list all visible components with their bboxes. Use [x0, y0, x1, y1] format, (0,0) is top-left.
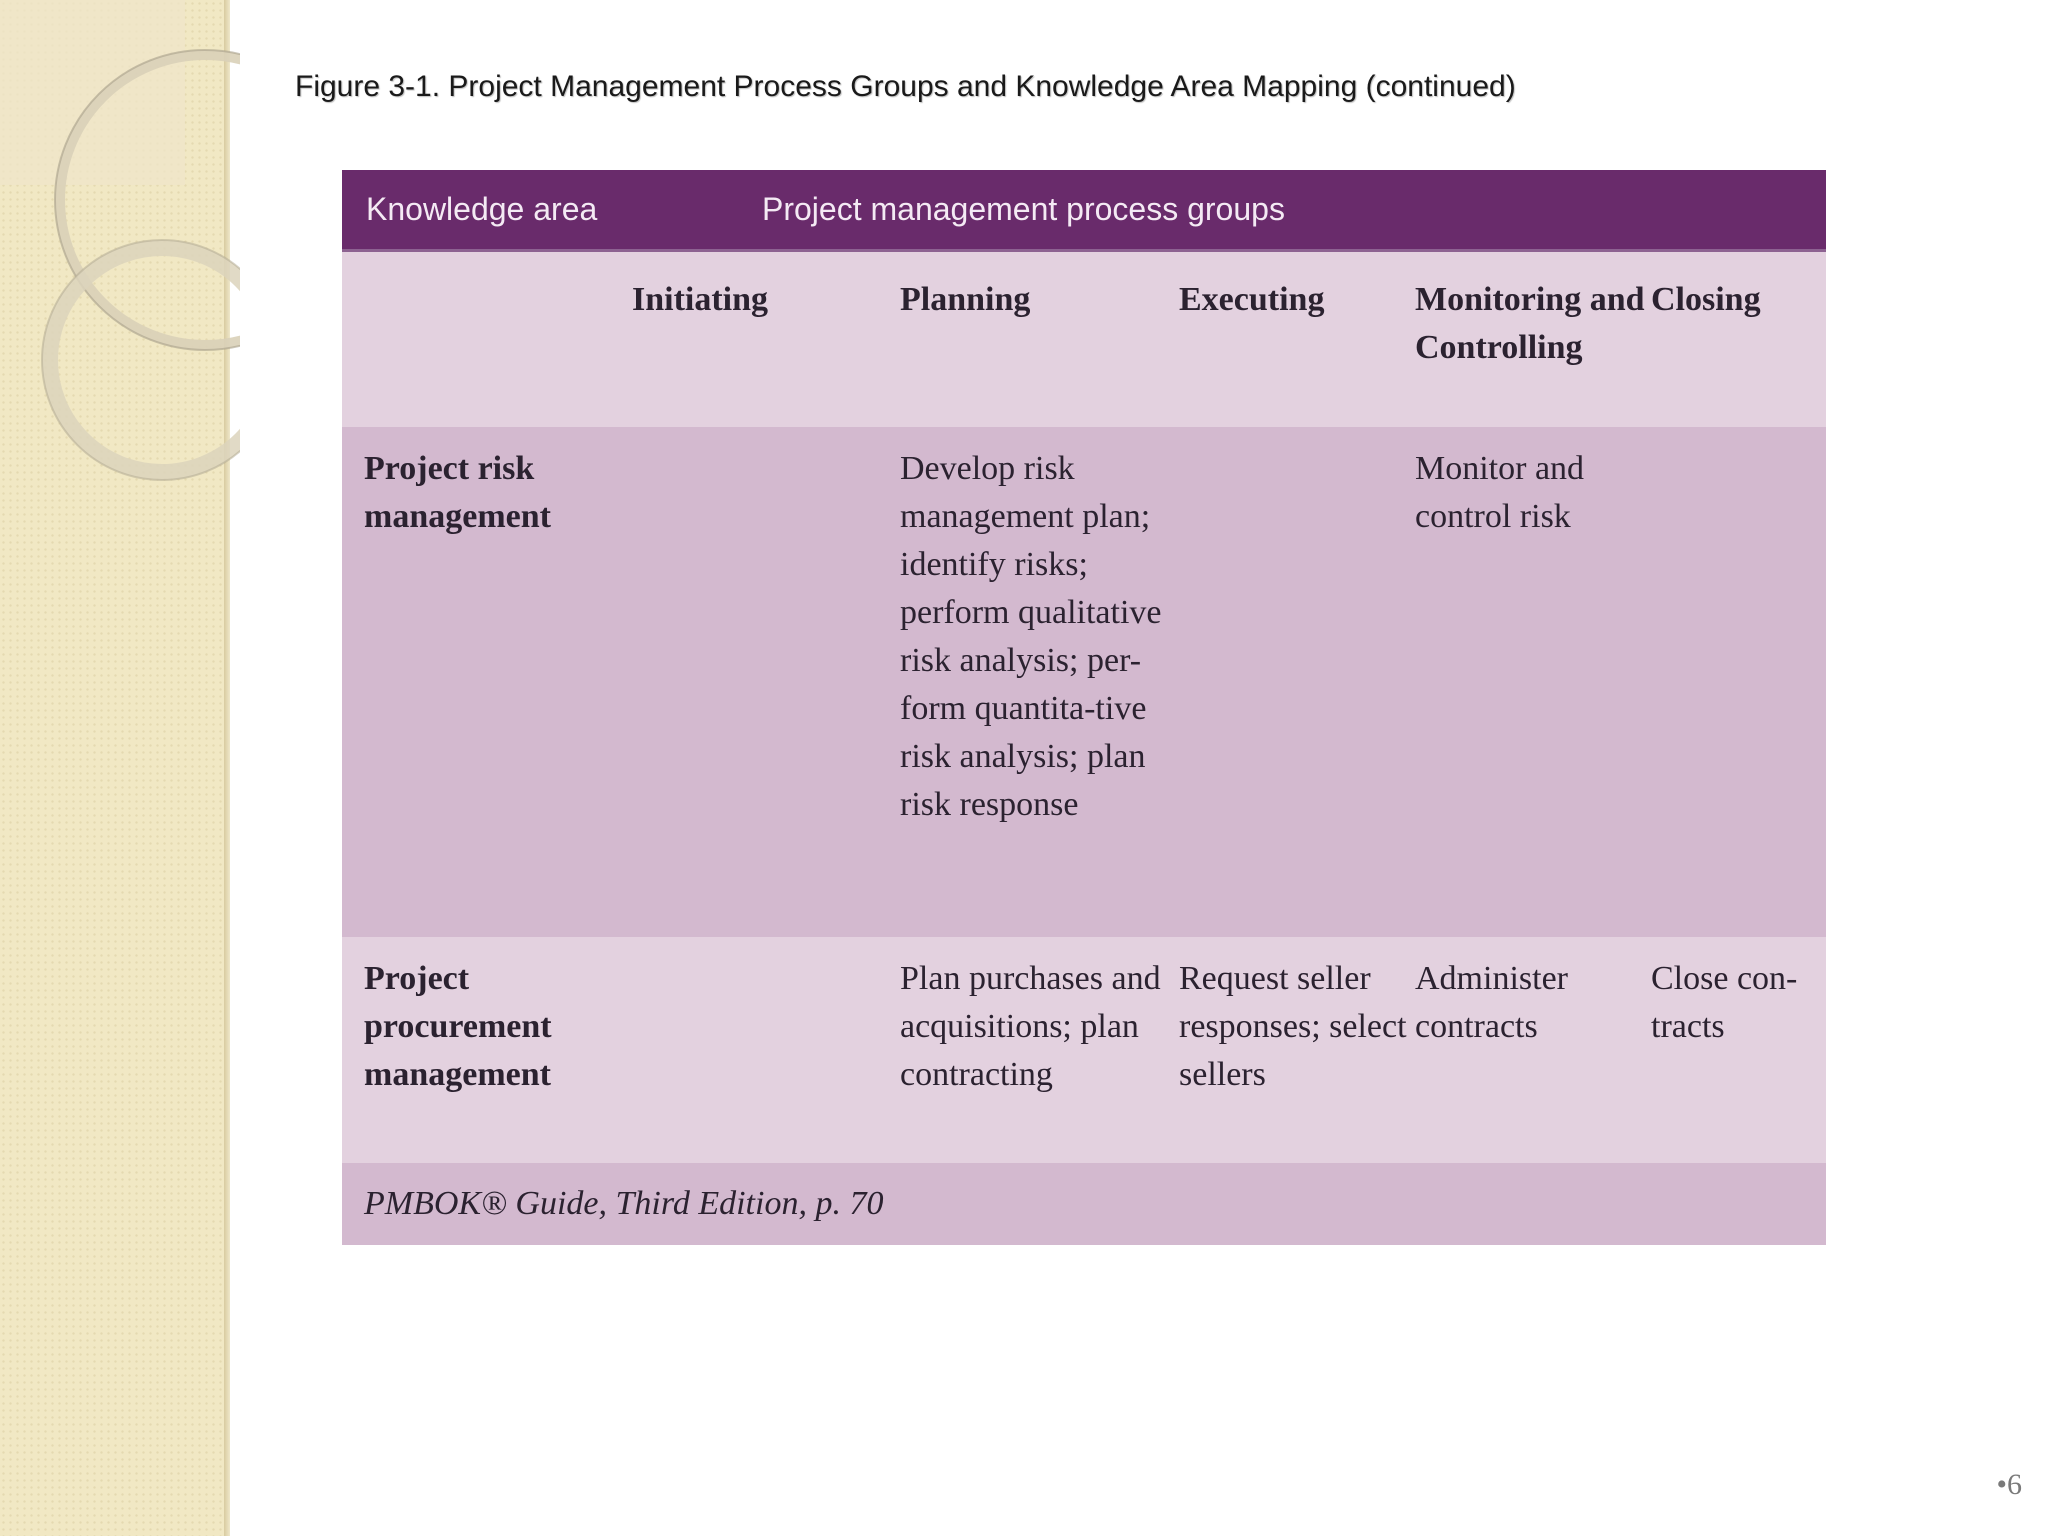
- cell-initiating: [632, 427, 900, 937]
- cell-initiating: [632, 937, 900, 1163]
- column-heading-empty: [342, 250, 632, 427]
- source-citation: PMBOK® Guide, Third Edition, p. 70: [364, 1185, 884, 1222]
- slide-title: Figure 3-1. Project Management Process Groups and Knowledge Area Mapping (continued): [295, 70, 1516, 103]
- header-process-groups-label: Project management process groups: [762, 190, 1285, 227]
- column-heading-planning: Planning: [900, 280, 1031, 318]
- cell-monitoring: Monitor and control risk: [1415, 450, 1585, 535]
- header-knowledge-area: Knowledge area: [342, 170, 632, 250]
- cell-closing: Close con-tracts: [1651, 960, 1798, 1045]
- table-header-row: [342, 170, 1826, 250]
- cell-planning: Develop risk management plan; identify risks; perform qualitative risk analysis; per-form quantita-tive risk analysis; plan risk response: [900, 450, 1162, 823]
- source-row: [342, 1163, 1826, 1245]
- cell-knowledge-area: Project procurement management: [364, 960, 552, 1093]
- decorative-rings: [0, 0, 240, 520]
- column-heading-row: [342, 250, 1826, 427]
- column-heading-initiating: Initiating: [632, 280, 769, 318]
- table-row: [342, 937, 1826, 1163]
- cell-executing: [1179, 427, 1415, 937]
- cell-planning: Plan purchases and acquisitions; plan contracting: [900, 960, 1161, 1093]
- table-row: [342, 427, 1826, 937]
- page-number: •6: [1996, 1468, 2022, 1501]
- cell-closing: [1651, 427, 1826, 937]
- column-heading-monitoring: Monitoring and Controlling: [1415, 280, 1645, 366]
- cell-monitoring: Administer contracts: [1415, 960, 1568, 1045]
- process-groups-table: [342, 170, 1826, 1245]
- cell-knowledge-area: Project risk management: [364, 450, 551, 535]
- column-heading-executing: Executing: [1179, 280, 1325, 318]
- column-heading-closing: Closing: [1651, 280, 1761, 318]
- cell-executing: Request seller responses; select sellers: [1179, 960, 1407, 1093]
- header-process-groups: [632, 170, 1826, 250]
